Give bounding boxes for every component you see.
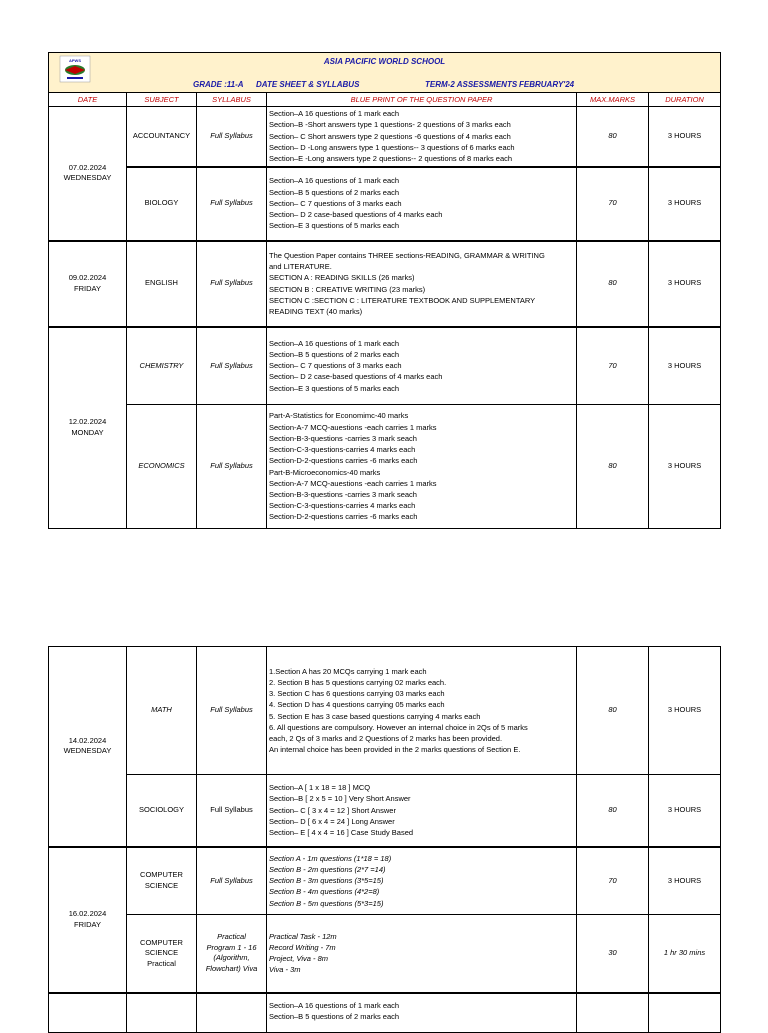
blueprint-line: Part-A-Statistics for Economimc-40 marks — [269, 411, 409, 421]
exam-day: FRIDAY — [74, 283, 101, 293]
duration-cell: 3 HOURS — [649, 167, 721, 241]
subject-cell: MATH — [127, 647, 197, 775]
blueprint-line: Section– D [ 6 x 4 = 24 ] Long Answer — [269, 816, 395, 826]
blueprint-line: Section B - 5m questions (5*3=15) — [269, 898, 384, 908]
table-row — [49, 327, 721, 405]
blueprint-line: Section B - 4m questions (4*2=8) — [269, 887, 380, 897]
blueprint-line: Section–A 16 questions of 1 mark each — [269, 176, 400, 186]
blueprint-line: Practical Task - 12m — [269, 931, 337, 941]
blueprint-line: Section–A [ 1 x 18 = 18 ] MCQ — [269, 783, 371, 793]
syllabus-cell: Full Syllabus — [197, 241, 267, 327]
blueprint-cell — [267, 327, 577, 405]
blueprint-cell — [267, 405, 577, 529]
blueprint-line: Section–A 16 questions of 1 mark each — [269, 338, 400, 348]
blueprint-line: Section–B 5 questions of 2 marks each — [269, 1011, 400, 1021]
blueprint-line: SECTION A : READING SKILLS (26 marks) — [269, 273, 415, 283]
blueprint-line: Section–A 16 questions of 1 mark each — [269, 1000, 400, 1010]
marks-cell: 70 — [577, 327, 649, 405]
table-row — [49, 993, 721, 1033]
blueprint-line: 2. Section B has 5 questions carrying 02 marks each. — [269, 677, 447, 687]
blueprint-cell — [267, 241, 577, 327]
table-row — [49, 167, 721, 241]
blueprint-cell — [267, 647, 577, 775]
col-duration: DURATION — [649, 93, 721, 107]
syllabus-cell: Practical Program 1 - 16 (Algorithm, Flowchart) Viva — [197, 915, 267, 993]
blueprint-line: Record Writing - 7m — [269, 943, 336, 953]
blueprint-line: An internal choice has been provided in the 2 marks questions of Section E. — [269, 745, 521, 755]
blueprint-line: SECTION B : CREATIVE WRITING (23 marks) — [269, 284, 426, 294]
duration-cell: 3 HOURS — [649, 847, 721, 915]
blueprint-line: Section B - 2m questions (2*7 =14) — [269, 864, 386, 874]
marks-cell: 80 — [577, 405, 649, 529]
blueprint-line: Section-B-3-questions -carries 3 mark seach — [269, 489, 417, 499]
table-row — [49, 647, 721, 775]
marks-cell: 80 — [577, 775, 649, 847]
blueprint-line: Section– D -Long answers type 1 questions-- 3 questions of 6 marks each — [269, 142, 515, 152]
header-banner — [49, 53, 721, 93]
marks-cell: 80 — [577, 241, 649, 327]
duration-cell: 3 HOURS — [649, 647, 721, 775]
blueprint-cell — [267, 915, 577, 993]
blueprint-line: and LITERATURE. — [269, 262, 332, 272]
blueprint-cell — [267, 993, 577, 1033]
blueprint-cell — [267, 167, 577, 241]
blueprint-line: 1.Section A has 20 MCQs carrying 1 mark each — [269, 666, 427, 676]
exam-day: MONDAY — [71, 427, 104, 437]
subject-cell: ACCOUNTANCY — [127, 107, 197, 167]
school-name: ASIA PACIFIC WORLD SCHOOL — [323, 57, 446, 66]
blueprint-line: 6. All questions are compulsory. However an internal choice in 2Qs of 5 marks — [269, 722, 528, 732]
subject-cell: CHEMISTRY — [127, 327, 197, 405]
blueprint-line: Section-A-7 MCQ-auestions -each carries 1 marks — [269, 478, 437, 488]
column-header-row — [49, 93, 721, 107]
blueprint-line: READING TEXT (40 marks) — [269, 306, 363, 316]
blueprint-line: Viva - 3m — [269, 965, 301, 975]
exam-day: FRIDAY — [74, 919, 101, 929]
syllabus-cell: Full Syllabus — [197, 167, 267, 241]
sheet-title: DATE SHEET & SYLLABUS — [256, 80, 360, 89]
blueprint-line: Section– D 2 case-based questions of 4 marks each — [269, 372, 443, 382]
subject-cell: ENGLISH — [127, 241, 197, 327]
col-max-marks: MAX.MARKS — [577, 93, 649, 107]
datesheet-table-2 — [48, 646, 721, 1033]
datesheet-table-1 — [48, 52, 721, 529]
syllabus-cell: Full Syllabus — [197, 327, 267, 405]
syllabus-cell: Full Syllabus — [197, 647, 267, 775]
svg-text:APWS: APWS — [69, 58, 81, 63]
syllabus-cell: Full Syllabus — [197, 847, 267, 915]
subject-cell: ECONOMICS — [127, 405, 197, 529]
blueprint-cell — [267, 775, 577, 847]
blueprint-line: Part-B-Microeconomics-40 marks — [269, 467, 381, 477]
blueprint-line: each, 2 Qs of 3 marks and 2 Questions of 2 marks has been provided. — [269, 733, 503, 743]
blueprint-line: 3. Section C has 6 questions carrying 03 marks each — [269, 689, 445, 699]
table-row — [49, 405, 721, 529]
col-blueprint: BLUE PRINT OF THE QUESTION PAPER — [267, 93, 577, 107]
blueprint-line: The Question Paper contains THREE sections-READING, GRAMMAR & WRITING — [269, 250, 545, 260]
syllabus-cell: Full Syllabus — [197, 775, 267, 847]
header-row — [49, 53, 721, 93]
subject-cell — [127, 993, 197, 1033]
duration-cell: 3 HOURS — [649, 405, 721, 529]
blueprint-line: Section-A-7 MCQ-auestions -each carries 1 marks — [269, 422, 437, 432]
col-date: DATE — [49, 93, 127, 107]
blueprint-line: Section–B -Short answers type 1 questions- 2 questions of 3 marks each — [269, 120, 511, 130]
table-row — [49, 241, 721, 327]
date-cell — [49, 107, 127, 241]
marks-cell: 80 — [577, 107, 649, 167]
blueprint-line: Section-C-3-questions-carries 4 marks each — [269, 445, 416, 455]
subject-cell: COMPUTER SCIENCE — [127, 847, 197, 915]
date-cell — [49, 847, 127, 993]
blueprint-cell — [267, 107, 577, 167]
marks-cell: 70 — [577, 847, 649, 915]
table-row — [49, 847, 721, 915]
blueprint-line: Section–B [ 2 x 5 = 10 ] Very Short Answer — [269, 794, 411, 804]
subject-cell: SOCIOLOGY — [127, 775, 197, 847]
blueprint-line: Section-B-3-questions -carries 3 mark seach — [269, 433, 417, 443]
date-cell — [49, 647, 127, 847]
date-cell — [49, 241, 127, 327]
blueprint-line: Section-C-3-questions-carries 4 marks each — [269, 501, 416, 511]
exam-date: 14.02.2024 — [68, 735, 107, 745]
duration-cell — [649, 993, 721, 1033]
blueprint-line: Section A - 1m questions (1*18 = 18) — [269, 853, 392, 863]
blueprint-line: SECTION C :SECTION C : LITERATURE TEXTBOOK AND SUPPLEMENTARY — [269, 295, 536, 305]
blueprint-line: Section– C [ 3 x 4 = 12 ] Short Answer — [269, 805, 396, 815]
table-row — [49, 775, 721, 847]
exam-day: WEDNESDAY — [63, 173, 112, 183]
exam-day: WEDNESDAY — [63, 746, 112, 756]
blueprint-line: Section–A 16 questions of 1 mark each — [269, 109, 400, 119]
blueprint-line: Section-D-2-questions carries -6 marks each — [269, 512, 418, 522]
blueprint-line: Section–E 3 questions of 5 marks each — [269, 221, 400, 231]
marks-cell: 30 — [577, 915, 649, 993]
subject-cell: COMPUTER SCIENCE Practical — [127, 915, 197, 993]
exam-date: 16.02.2024 — [68, 909, 107, 918]
blueprint-line: Section–E 3 questions of 5 marks each — [269, 383, 400, 393]
syllabus-cell: Full Syllabus — [197, 107, 267, 167]
blueprint-cell — [267, 847, 577, 915]
blueprint-line: Section–B 5 questions of 2 marks each — [269, 187, 400, 197]
duration-cell: 3 HOURS — [649, 775, 721, 847]
blueprint-line: Section– C 7 questions of 3 marks each — [269, 198, 402, 208]
syllabus-cell: Full Syllabus — [197, 405, 267, 529]
blueprint-line: Section– C 7 questions of 3 marks each — [269, 361, 402, 371]
marks-cell — [577, 993, 649, 1033]
month-label: FEBRUARY'24 — [519, 80, 575, 89]
col-subject: SUBJECT — [127, 93, 197, 107]
blueprint-line: 5. Section E has 3 case based questions carrying 4 marks each — [269, 711, 481, 721]
blueprint-line: Section-D-2-questions carries -6 marks each — [269, 456, 418, 466]
table-row — [49, 915, 721, 993]
term-label: TERM-2 ASSESSMENTS — [425, 80, 518, 89]
date-cell — [49, 327, 127, 529]
duration-cell: 3 HOURS — [649, 107, 721, 167]
blueprint-line: Project, Viva - 8m — [269, 954, 329, 964]
marks-cell: 80 — [577, 647, 649, 775]
blueprint-line: 4. Section D has 4 questions carrying 05 marks each — [269, 700, 445, 710]
blueprint-line: Section–B 5 questions of 2 marks each — [269, 349, 400, 359]
marks-cell: 70 — [577, 167, 649, 241]
date-cell — [49, 993, 127, 1033]
exam-date: 12.02.2024 — [68, 417, 107, 427]
blueprint-line: Section– E [ 4 x 4 = 16 ] Case Study Based — [269, 828, 414, 838]
exam-date: 09.02.2024 — [68, 273, 107, 282]
blueprint-line: Section– D 2 case-based questions of 4 marks each — [269, 210, 443, 220]
subject-cell: BIOLOGY — [127, 167, 197, 241]
duration-cell: 3 HOURS — [649, 241, 721, 327]
grade-label: GRADE :11-A — [193, 80, 244, 89]
blueprint-line: Section B - 3m questions (3*5=15) — [269, 876, 384, 886]
duration-cell: 1 hr 30 mins — [649, 915, 721, 993]
exam-date: 07.02.2024 — [68, 162, 107, 172]
table-row — [49, 107, 721, 167]
blueprint-line: Section–E -Long answers type 2 questions-- 2 questions of 8 marks each — [269, 154, 513, 164]
col-syllabus: SYLLABUS — [197, 93, 267, 107]
syllabus-cell — [197, 993, 267, 1033]
duration-cell: 3 HOURS — [649, 327, 721, 405]
blueprint-line: Section– C Short answers type 2 questions -6 questions of 4 marks each — [269, 131, 511, 141]
